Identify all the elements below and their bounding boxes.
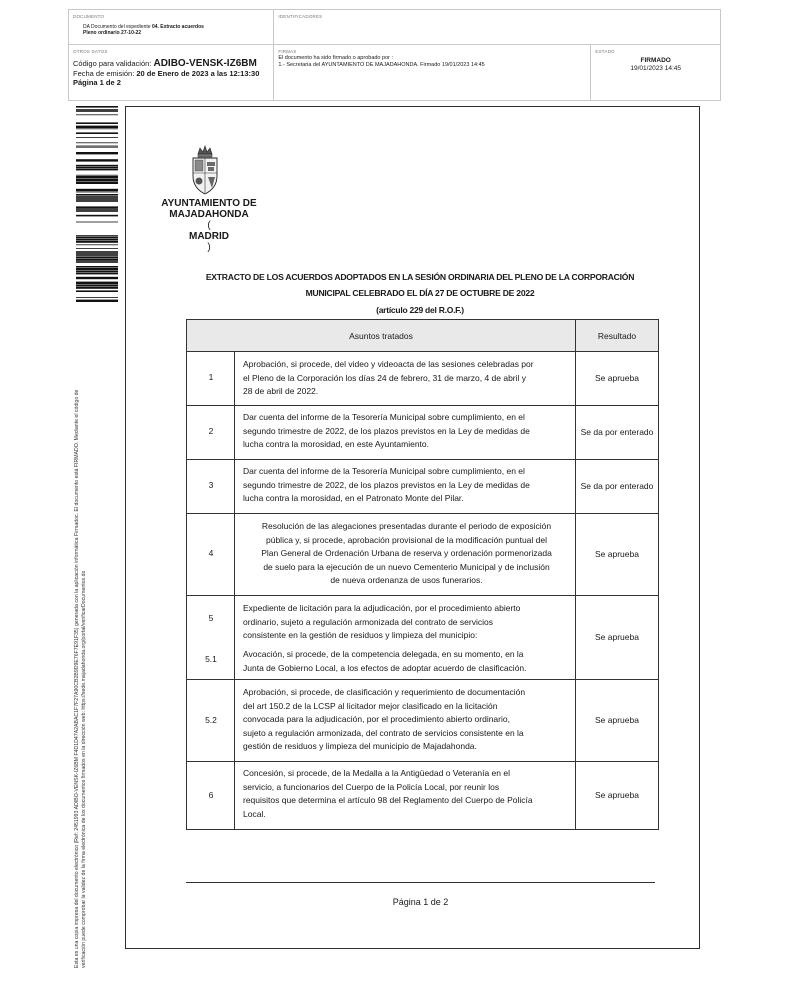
document-title-line-1: EXTRACTO DE LOS ACUERDOS ADOPTADOS EN LA SESIÓN ORDINARIA DEL PLENO DE LA CORPORACIÓN: [205, 272, 635, 282]
barcode-bar: [76, 211, 118, 212]
barcode-bar: [76, 194, 118, 196]
barcode-bar: [76, 169, 118, 171]
barcode-bar: [76, 126, 118, 128]
row-number-cell: [187, 460, 235, 513]
barcode-bar: [76, 109, 118, 111]
estado-value: FIRMADO: [640, 57, 671, 64]
barcode-bar: [76, 266, 118, 268]
firmas-label: FIRMAS: [278, 49, 297, 54]
row-number: 5.2: [205, 715, 217, 725]
header-page-count: Página 1 de 2: [73, 78, 121, 87]
barcode-bar: [76, 106, 118, 108]
row-number-cell: [187, 406, 235, 459]
table-row: [187, 406, 658, 460]
barcode-bar: [76, 244, 118, 245]
row-result: Se aprueba: [595, 548, 639, 559]
barcode-bar: [76, 142, 118, 143]
estado-label: ESTADO: [595, 49, 615, 54]
row-topic-cell: [235, 460, 576, 513]
row-result: Se aprueba: [595, 631, 639, 642]
row-result: Se da por enterado: [580, 480, 654, 491]
barcode-bar: [76, 179, 118, 181]
barcode-bar: [76, 165, 118, 167]
barcode-bar: [76, 201, 118, 202]
barcode-bar: [76, 248, 118, 249]
firmas-line-1: El documento ha sido firmado o aprobado por :: [278, 55, 394, 61]
table-row: [187, 762, 658, 829]
table-row: [187, 680, 658, 762]
table-header-topic: Asuntos tratados: [187, 320, 576, 352]
barcode-bar: [76, 114, 118, 115]
barcode-bar: [76, 206, 118, 208]
documento-label: DOCUMENTO: [73, 14, 105, 19]
row-number: 3: [208, 480, 214, 490]
barcode-bar: [76, 253, 118, 255]
barcode-bar: [76, 159, 118, 161]
validation-code: Código para validación: ADIBO-VENSK-IZ6BM: [73, 58, 257, 69]
barcode-bar: [76, 175, 118, 176]
barcode-bar: [76, 258, 118, 260]
barcode-bar: [76, 290, 118, 292]
table-header-result: Resultado: [576, 320, 658, 352]
validation-code-value: ADIBO-VENSK-IZ6BM: [153, 58, 257, 69]
row-topic-cell: [235, 352, 576, 405]
barcode-bar: [76, 300, 118, 302]
barcode-bar: [76, 122, 118, 124]
barcode-bar: [76, 197, 118, 199]
row-number-cell: [187, 762, 235, 829]
document-title-line-2: MUNICIPAL CELEBRADO EL DÍA 27 DE OCTUBRE DE 2022: [305, 288, 535, 298]
barcode-bar: [76, 209, 118, 211]
validation-header-row: [68, 45, 721, 101]
barcode-image: [76, 106, 118, 302]
row-sub-topic: Avocación, si procede, de la competencia delegada, en su momento, en la Junta de Gobierno Local, a los efectos de adoptar acuerdo de clasificación.: [243, 649, 527, 673]
barcode-bar: [76, 111, 118, 112]
verification-line-1: Esta es una copia impresa del documento electrónico (Ref: 2451993 ADIBO-VENSK-IZ6BM F4D1D47A2ABAC1F7F27A90CB2B9D9E76F7E91F35) generada con la aplicación informática Firmadoc. El documento está FIRMADO. Mediante el código de: [74, 389, 80, 968]
row-sub-number: 5.1: [205, 654, 217, 664]
row-topic: Concesión, si procede, de la Medalla a la Antigüedad o Veteranía en el servicio, a funcionarios del Cuerpo de la Policía Local, por reunir los requisitos que determina el artículo 98 del Reglamento del Cuerpo de Policía Local.: [243, 768, 533, 819]
documento-value: DA Documento del expediente 04. Extracto acuerdos Pleno ordinario 27-10-22: [83, 24, 204, 36]
row-number: 6: [208, 790, 214, 800]
row-number-cell: [187, 596, 235, 679]
document-header-row: [68, 9, 721, 45]
row-topic-cell: [235, 762, 576, 829]
barcode-bar: [76, 261, 118, 263]
barcode-bar: [76, 271, 118, 273]
barcode-bar: [76, 189, 118, 191]
barcode-bar: [76, 146, 118, 147]
municipality-line-2: MAJADAHONDA: [169, 209, 249, 220]
document-title-line-3: (artículo 229 del R.O.F.): [376, 305, 464, 315]
otros-datos-cell: [69, 45, 274, 100]
municipality-name: [150, 198, 268, 253]
barcode-bar: [76, 268, 118, 270]
row-number: 1: [208, 372, 214, 382]
row-topic: Aprobación, si procede, del video y videoacta de las sesiones celebradas por el Pleno de la Corporación los días 24 de febrero, 31 de marzo, 4 de abril y 28 de abril de 2022.: [243, 359, 534, 397]
barcode-bar: [76, 240, 118, 242]
barcode-bar: [76, 277, 118, 279]
row-topic-cell: [235, 406, 576, 459]
otros-datos-label: OTROS DATOS: [73, 49, 108, 54]
barcode-bar: [76, 284, 118, 286]
barcode-bar: [76, 251, 118, 253]
barcode-bar: [76, 128, 118, 129]
barcode-bar: [76, 256, 118, 258]
barcode-bar: [76, 273, 118, 275]
barcode-bar: [76, 215, 118, 217]
firmas-line-2: 1.- Secretaria del AYUNTAMIENTO DE MAJADAHONDA. Firmado 19/01/2023 14:45: [278, 62, 485, 68]
documento-cell: [69, 10, 274, 44]
barcode-bar: [76, 297, 118, 298]
row-number-cell: [187, 352, 235, 405]
row-result: Se da por enterado: [580, 426, 654, 437]
footer-rule: [186, 882, 655, 883]
row-topic-cell: [235, 680, 576, 761]
agenda-table: [186, 319, 659, 830]
row-number-cell: [187, 514, 235, 595]
coat-of-arms-icon: [190, 144, 220, 196]
row-number-cell: [187, 680, 235, 761]
municipality-line-3: ( MADRID ): [189, 220, 229, 253]
row-result: Se aprueba: [595, 714, 639, 725]
barcode-bar: [76, 152, 118, 154]
barcode-bar: [76, 238, 118, 240]
row-number: 2: [208, 426, 214, 436]
row-topic-cell: [235, 596, 576, 679]
row-topic: Aprobación, si procede, de clasificación y requerimiento de documentación del art 150.2 de la LCSP al licitador mejor clasificado en la licitación convocada para la adjudicación, por el procedimiento abierto ordinario, sujeto a regulación armonizada, del contrato de servicios consistente en la gestión de residuos y limpieza del municipio de Majadahonda.: [243, 687, 526, 752]
barcode-bar: [76, 282, 118, 284]
barcode-bar: [76, 196, 118, 197]
footer-page-number: Página 1 de 2: [392, 897, 449, 907]
barcode-bar: [76, 236, 118, 238]
barcode-bar: [76, 235, 118, 236]
firmas-cell: [274, 45, 591, 100]
table-row: [187, 514, 658, 596]
barcode-bar: [76, 182, 118, 184]
verification-sidebar-text: [74, 303, 88, 968]
barcode-bar: [76, 147, 118, 148]
row-number: 5: [208, 613, 214, 623]
barcode-bar: [76, 137, 118, 138]
barcode-bar: [76, 286, 118, 288]
estado-cell: [591, 45, 720, 100]
municipality-line-1: AYUNTAMIENTO DE: [161, 198, 257, 209]
row-topic-cell: [235, 514, 576, 595]
barcode-bar: [76, 255, 118, 256]
row-topic: Dar cuenta del informe de la Tesorería Municipal sobre cumplimiento, en el segundo trimestre de 2022, de los plazos previstos en la Ley de medidas de lucha contra la morosidad, en este Ayuntamiento.: [243, 412, 530, 450]
estado-date: 19/01/2023 14:45: [630, 65, 681, 72]
row-topic: Dar cuenta del informe de la Tesorería Municipal sobre cumplimiento, en el segundo trimestre de 2022, de los plazos previstos en la Ley de medidas de lucha contra la morosidad, en el Patronato Monte del Pilar.: [243, 466, 530, 504]
barcode-bar: [76, 132, 118, 134]
row-topic: Resolución de las alegaciones presentadas durante el periodo de exposición pública y, si procede, aprobación provisional de la modificación puntual del Plan General de Ordenación Urbana de reserva y ordenación pormenorizada de suelo para la ejecución de un nuevo Cementerio Municipal y de inclusión de nueva ordenanza de usos funerarios.: [261, 521, 552, 586]
barcode-bar: [76, 199, 118, 201]
row-result: Se aprueba: [595, 372, 639, 383]
verification-line-2: verificación puede comprobar la validez de la firma electrónica de los documentos firmados en la dirección web: https://sede.majadahonda.org/portal/verificarDocumentos.do: [81, 570, 87, 968]
row-topic: Expediente de licitación para la adjudicación, por el procedimiento abierto ordinario, sujeto a regulación armonizada del contrato de servicios consistente en la gestión de residuos y limpieza del municipio:: [243, 603, 521, 641]
table-row: [187, 596, 658, 680]
barcode-bar: [76, 192, 118, 193]
barcode-bar: [76, 222, 118, 223]
table-row: [187, 460, 658, 514]
identificadores-label: IDENTIFICADORES: [278, 14, 323, 19]
row-result: Se aprueba: [595, 789, 639, 800]
table-row: [187, 352, 658, 406]
row-number: 4: [208, 548, 214, 558]
issue-date: Fecha de emisión: 20 de Enero de 2023 a las 12:13:30: [73, 69, 260, 78]
barcode-bar: [76, 167, 118, 169]
barcode-bar: [76, 176, 118, 178]
identificadores-cell: [274, 10, 720, 44]
